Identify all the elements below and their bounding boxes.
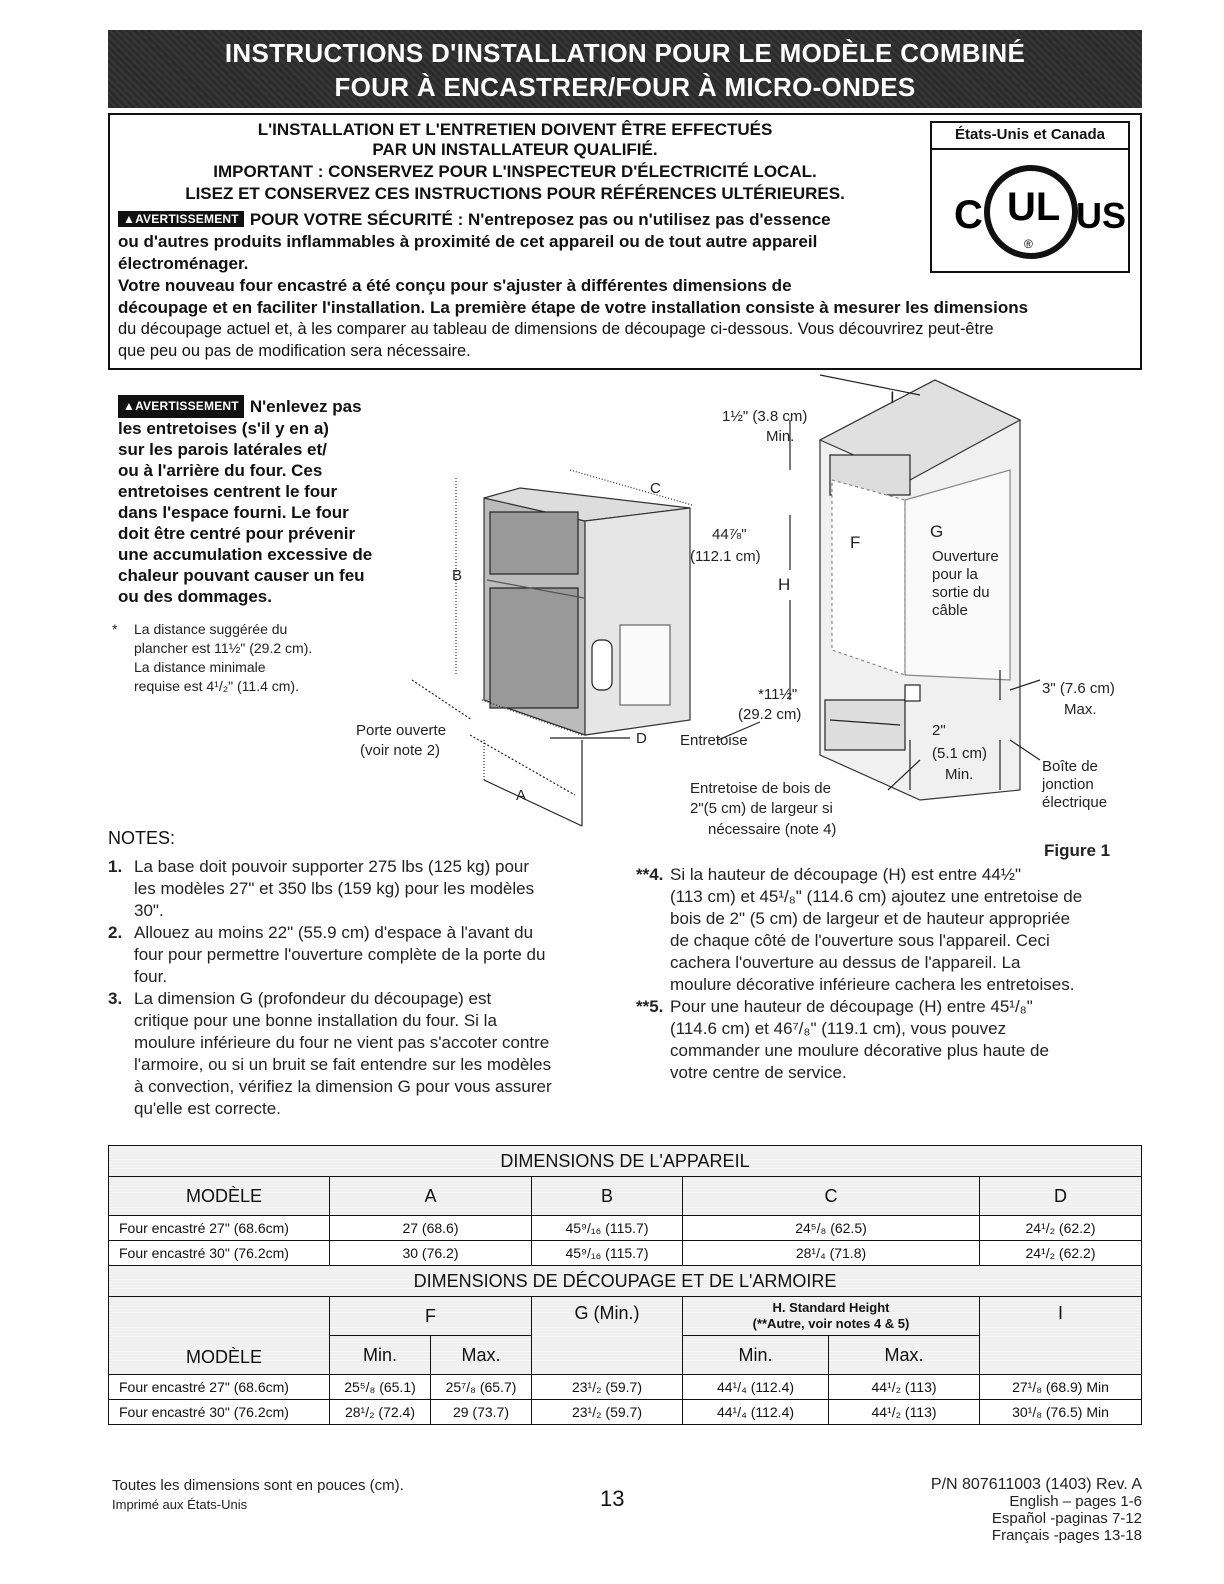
side-warning-line: les entretoises (s'il y en a) xyxy=(118,419,329,438)
side-warning-line: chaleur pouvant causer un feu xyxy=(118,566,365,585)
table-row: Four encastré 30" (76.2cm) 30 (76.2) 45⁹/₁₆ (115.7) 28¹/₄ (71.8) 24¹/₂ (62.2) xyxy=(109,1241,1142,1266)
notes-left xyxy=(108,856,648,1120)
door-open-label-2: (voir note 2) xyxy=(360,742,441,759)
opening-4: câble xyxy=(932,602,968,619)
wood-spacer-3: nécessaire (note 4) xyxy=(708,821,837,838)
intro-normal-line-1: du découpage actuel et, à les comparer au tableau de dimensions de découpage ci-dessous. Vous découvrirez peut-être xyxy=(118,320,994,338)
table-header: Min. xyxy=(683,1336,829,1375)
table-header: B xyxy=(532,1177,683,1216)
table-header: I xyxy=(980,1297,1142,1375)
min2-1: 2" xyxy=(932,722,946,739)
dim-h-2: (112.1 cm) xyxy=(690,548,761,565)
side-warning: ▲AVERTISSEMENT N'enlevez pas les entretoises (s'il y en a) sur les parois latérales et/ ou à l'arrière du four. Ces entretoises centrent le four dans l'espace fourni. Le four doit être centré pour prévenir une accumulation excessive de chaleur pouvant causer un feu ou des dommages. xyxy=(118,395,438,607)
dim-floor-1: *11½" xyxy=(758,686,798,703)
footer-right xyxy=(931,1476,1142,1544)
intro-bold-line-2: découpage et en faciliter l'installation. La première étape de votre installation consiste à mesurer les dimensions xyxy=(118,298,1029,317)
certification-region: États-Unis et Canada xyxy=(932,122,1128,150)
spacer-label: Entretoise xyxy=(680,732,748,749)
table-header: A xyxy=(330,1177,532,1216)
table-row: Four encastré 27" (68.6cm) 27 (68.6) 45⁹/₁₆ (115.7) 24⁵/₈ (62.5) 24¹/₂ (62.2) xyxy=(109,1216,1142,1241)
table-section-appliance: DIMENSIONS DE L'APPAREIL xyxy=(109,1146,1142,1177)
fig-label-I: I xyxy=(890,388,895,407)
notes-right xyxy=(636,864,1136,1084)
table-header: Max. xyxy=(431,1336,532,1375)
ul-mark-left: C xyxy=(954,193,983,237)
table-header-h: H. Standard Height (**Autre, voir notes 4 & 5) xyxy=(683,1297,980,1336)
lang-french: Français -pages 13-18 xyxy=(991,1527,1142,1544)
page-number: 13 xyxy=(600,1486,625,1511)
opening-2: pour la xyxy=(932,566,978,583)
intro-line-4: LISEZ ET CONSERVEZ CES INSTRUCTIONS POUR RÉFÉRENCES ULTÉRIEURES. xyxy=(185,184,845,203)
warning-triangle-icon: ▲ xyxy=(123,399,136,413)
door-open-label-1: Porte ouverte xyxy=(356,722,447,739)
title-line-1: INSTRUCTIONS D'INSTALLATION POUR LE MODÈLE COMBINÉ xyxy=(224,38,1026,68)
table-header: G (Min.) xyxy=(532,1297,683,1375)
oven-upper-door xyxy=(490,512,578,574)
fig-label-G: G xyxy=(930,522,944,541)
fig-label-H: H xyxy=(778,575,791,594)
min2-3: Min. xyxy=(945,766,974,783)
intro-line-1: L'INSTALLATION ET L'ENTRETIEN DOIVENT ÊTRE EFFECTUÉS xyxy=(257,120,773,139)
warning-badge: ▲AVERTISSEMENT xyxy=(118,211,244,227)
footnote-line: requise est 4¹/₂" (11.4 cm). xyxy=(134,678,299,694)
lang-english: English – pages 1-6 xyxy=(1009,1493,1142,1510)
intro-bold-line-1: Votre nouveau four encastré a été conçu pour s'ajuster à différentes dimensions de xyxy=(118,276,792,295)
ul-mark-reg: ® xyxy=(1024,237,1033,251)
side-warning-line: ou des dommages. xyxy=(118,587,272,606)
table-header: Max. xyxy=(829,1336,980,1375)
wood-spacer-1: Entretoise de bois de xyxy=(690,780,831,797)
footnote-star: * xyxy=(112,621,118,637)
note-4: **4. Si la hauteur de découpage (H) est entre 44½" (113 cm) et 45¹/₈" (114.6 cm) ajoutez une entretoise de bois de 2" (5 cm) de largeur et de hauteur appropriée de chaque côté de l'ouverture sous l'appareil. Ceci cachera l'ouverture au dessus de l'appareil. La moulure décorative inférieure cachera les entretoises. xyxy=(636,865,1083,994)
oven-lower-door xyxy=(490,588,578,708)
intro-line-3: IMPORTANT : CONSERVEZ POUR L'INSPECTEUR D'ÉLECTRICITÉ LOCAL. xyxy=(213,162,817,181)
note-1: 1. La base doit pouvoir supporter 275 lbs (125 kg) pour les modèles 27" et 350 lbs (159 kg) pour les modèles 30". xyxy=(108,857,535,920)
table-header: F xyxy=(330,1297,532,1336)
side-warning-line: une accumulation excessive de xyxy=(118,545,373,564)
dim-min-2: Min. xyxy=(766,428,795,445)
side-warning-line: sur les parois latérales et/ xyxy=(118,440,327,459)
fig-label-A: A xyxy=(516,787,527,804)
side-warning-line: entretoises centrent le four xyxy=(118,482,338,501)
opening-1: Ouverture xyxy=(932,548,999,565)
note-5: **5. Pour une hauteur de découpage (H) entre 45¹/₈" (114.6 cm) et 46⁷/₈" (119.1 cm), vous pouvez commander une moulure décorative plus haute de votre centre de service. xyxy=(636,997,1049,1082)
max3-1: 3" (7.6 cm) xyxy=(1042,680,1115,697)
footer-left xyxy=(112,1476,404,1514)
fig-label-F: F xyxy=(850,533,861,552)
ul-mark-center: UL xyxy=(1007,185,1061,229)
intro-warning: ▲AVERTISSEMENT POUR VOTRE SÉCURITÉ : N'entreposez pas ou n'utilisez pas d'essence xyxy=(118,210,831,230)
side-warning-badge: ▲AVERTISSEMENT xyxy=(118,395,244,418)
box-3: électrique xyxy=(1042,794,1108,811)
footnote-line: plancher est 11½" (29.2 cm). xyxy=(134,640,313,656)
notes-heading: NOTES: xyxy=(108,828,176,848)
min2-2: (5.1 cm) xyxy=(932,745,988,762)
dim-h-1: 44⅞" xyxy=(712,526,747,543)
figure-caption: Figure 1 xyxy=(1044,841,1111,860)
footer-printed: Imprimé aux États-Unis xyxy=(112,1497,248,1512)
footnote-line: La distance suggérée du xyxy=(134,621,288,637)
table-header: C xyxy=(683,1177,980,1216)
part-number: P/N 807611003 (1403) Rev. A xyxy=(930,1476,1142,1493)
table-header: D xyxy=(980,1177,1142,1216)
note-2: 2. Allouez au moins 22" (55.9 cm) d'espace à l'avant du four pour permettre l'ouverture complète de la porte du four. xyxy=(108,923,546,986)
side-warning-line: ou à l'arrière du four. Ces xyxy=(118,461,323,480)
table-section-cutout: DIMENSIONS DE DÉCOUPAGE ET DE L'ARMOIRE xyxy=(109,1266,1142,1297)
intro-normal-line-2: que peu ou pas de modification sera nécessaire. xyxy=(118,342,471,360)
table-header: Min. xyxy=(330,1336,431,1375)
intro-line-2: PAR UN INSTALLATEUR QUALIFIÉ. xyxy=(372,140,658,159)
warning-triangle-icon: ▲ xyxy=(123,212,136,226)
ul-mark-right: US xyxy=(1076,195,1127,236)
title-line-2: FOUR À ENCASTRER/FOUR À MICRO-ONDES xyxy=(334,72,916,102)
fig-label-D: D xyxy=(636,730,647,747)
box-2: jonction xyxy=(1042,776,1094,793)
wood-spacer-2: 2"(5 cm) de largeur si xyxy=(690,800,833,817)
dimensions-table xyxy=(108,1145,1142,1425)
dim-min-1: 1½" (3.8 cm) xyxy=(722,408,808,425)
table-header: MODÈLE xyxy=(109,1177,330,1216)
table-header: MODÈLE xyxy=(109,1297,330,1375)
side-warning-line: doit être centré pour prévenir xyxy=(118,524,356,543)
box-1: Boîte de xyxy=(1042,758,1098,775)
footnote-line: La distance minimale xyxy=(134,659,266,675)
fig-label-B: B xyxy=(452,567,463,584)
intro-warning-line-3: électroménager. xyxy=(118,254,249,273)
opening-3: sortie du xyxy=(932,584,990,601)
table-row: Four encastré 30" (76.2cm) 28¹/₂ (72.4) 29 (73.7) 23¹/₂ (59.7) 44¹/₄ (112.4) 44¹/₂ (113) 30¹/₈ (76.5) Min xyxy=(109,1400,1142,1425)
fig-label-C: C xyxy=(650,480,661,497)
footer-units: Toutes les dimensions sont en pouces (cm). xyxy=(112,1477,404,1494)
note-3: 3. La dimension G (profondeur du découpage) est critique pour une bonne installation du four. Si la moulure inférieure du four ne vient pas s'accoter contre l'armoire, ou si un bruit se fait entendre sur les modèles à convection, vérifiez la dimension G pour vous assurer qu'elle est correcte. xyxy=(108,989,552,1118)
lang-spanish: Español -paginas 7-12 xyxy=(991,1510,1142,1527)
intro-warning-line-2: ou d'autres produits inflammables à proximité de cet appareil ou de tout autre appareil xyxy=(118,232,818,251)
side-warning-line: dans l'espace fourni. Le four xyxy=(118,503,349,522)
max3-2: Max. xyxy=(1064,701,1097,718)
dim-floor-2: (29.2 cm) xyxy=(738,706,802,723)
table-row: Four encastré 27" (68.6cm) 25⁵/₈ (65.1) 25⁷/₈ (65.7) 23¹/₂ (59.7) 44¹/₄ (112.4) 44¹/₂ (113) 27¹/₈ (68.9) Min xyxy=(109,1375,1142,1400)
